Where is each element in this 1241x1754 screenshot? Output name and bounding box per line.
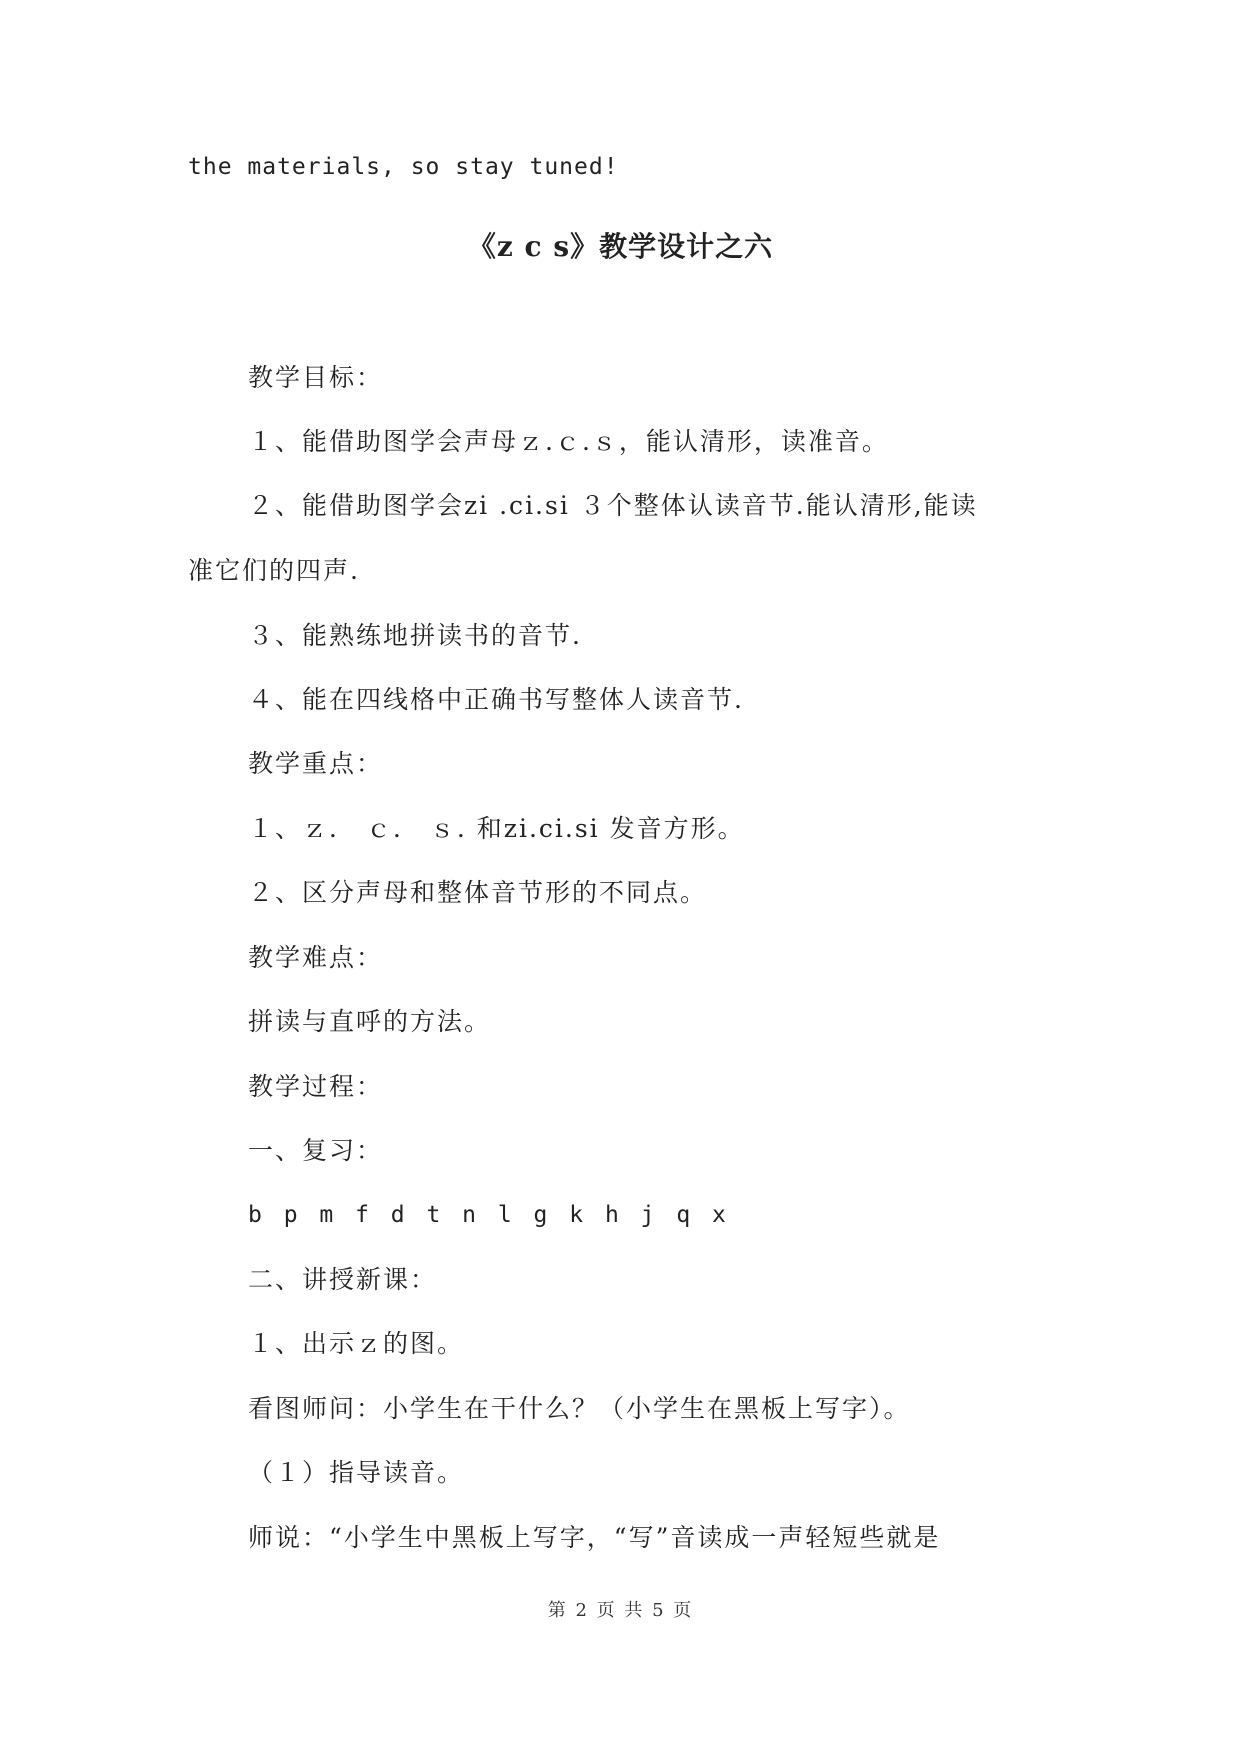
teacher-speech: 师说：“小学生中黑板上写字，“写”音读成一声轻短些就是 — [248, 1523, 941, 1552]
difficulty-item: 拼读与直呼的方法。 — [248, 1007, 492, 1036]
process-step-review: 一、复习： — [248, 1136, 384, 1165]
page-title: 《z c s》教学设计之六 — [467, 230, 774, 263]
review-initials: b p m f d t n l g k h j q x — [248, 1202, 730, 1228]
key-point-item-1: １、ｚ． ｃ． ｓ. 和zi.ci.si 发音方形。 — [248, 814, 745, 843]
new-lesson-question: 看图师问：小学生在干什么？（小学生在黑板上写字）。 — [248, 1394, 911, 1423]
process-step-new-lesson: 二、讲授新课： — [248, 1265, 438, 1294]
section-heading-key-points: 教学重点： — [248, 749, 384, 778]
objective-item-2: ２、能借助图学会zi .ci.si ３个整体认读音节.能认清形,能读 — [248, 491, 978, 520]
new-lesson-subitem-1: （１）指导读音。 — [248, 1458, 465, 1487]
key-point-item-2: ２、区分声母和整体音节形的不同点。 — [248, 878, 708, 907]
objective-item-3: ３、能熟练地拼读书的音节. — [248, 621, 582, 650]
section-heading-process: 教学过程： — [248, 1072, 384, 1101]
objective-item-1: １、能借助图学会声母ｚ.ｃ.ｓ，能认清形，读准音。 — [248, 427, 889, 456]
objective-item-2-continued: 准它们的四声. — [188, 556, 360, 585]
new-lesson-item-1: １、出示ｚ的图。 — [248, 1329, 465, 1358]
objective-item-4: ４、能在四线格中正确书写整体人读音节. — [248, 685, 744, 714]
page-footer: 第 2 页 共 5 页 — [547, 1600, 694, 1621]
section-heading-difficulties: 教学难点： — [248, 943, 384, 972]
section-heading-objectives: 教学目标： — [248, 363, 384, 392]
carryover-text: the materials, so stay tuned! — [188, 154, 619, 180]
